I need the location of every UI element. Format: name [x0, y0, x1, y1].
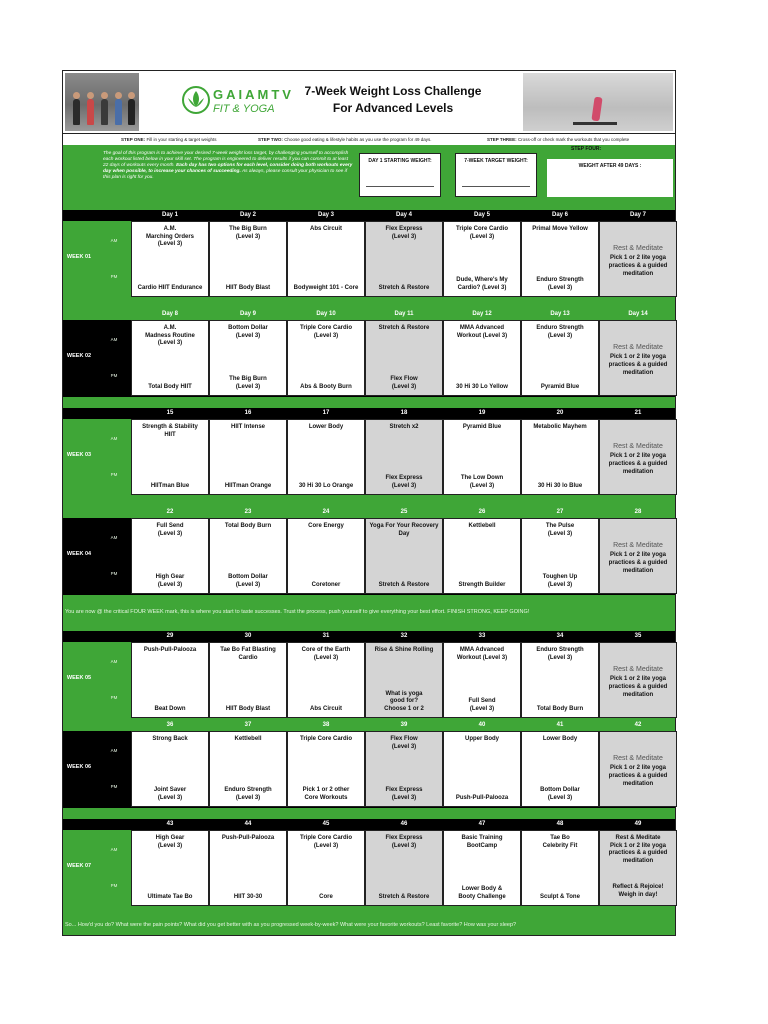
day-label: Day 6	[551, 212, 568, 218]
final-rest-text: Rest & Meditate Pick 1 or 2 lite yoga practices & a guided meditation	[608, 835, 668, 864]
am-label: AM	[110, 436, 118, 441]
pm-workout: Pyramid Blue	[540, 383, 580, 390]
week-label: WEEK 02	[66, 353, 92, 359]
am-workout: Core of the Earth (Level 3)	[301, 647, 351, 661]
week-row	[63, 408, 675, 496]
am-label: AM	[110, 748, 118, 753]
pm-label: PM	[110, 784, 118, 789]
pm-workout: HIIT Body Blast	[225, 705, 271, 712]
week-row	[63, 210, 675, 298]
day-label: Day 3	[317, 212, 334, 218]
am-workout: Bottom Dollar (Level 3)	[228, 325, 268, 339]
workout-cell[interactable]	[365, 320, 443, 396]
day-label: 38	[322, 722, 330, 728]
program-goal-text	[103, 151, 353, 181]
am-workout: Core Energy	[308, 523, 344, 529]
pm-workout: Core	[319, 893, 333, 900]
pm-workout: Flex Express (Level 3)	[385, 787, 423, 801]
step-two-text: Choose good eating & lifestyle habits as you use the program for 49 days.	[284, 137, 432, 142]
gaiamtv-logo	[181, 83, 294, 123]
workout-cell[interactable]	[209, 731, 287, 807]
rest-day-cell[interactable]	[599, 731, 677, 807]
pm-workout: The Big Burn (Level 3)	[229, 376, 267, 390]
workout-cell[interactable]	[287, 518, 365, 594]
day-label: Day 2	[239, 212, 256, 218]
rest-meditate	[600, 343, 676, 377]
am-workout: Triple Core Cardio	[299, 736, 352, 742]
day-label: 41	[556, 722, 564, 728]
workout-cell[interactable]	[209, 830, 287, 906]
rest-meditate	[600, 442, 676, 476]
rest-title: Rest & Meditate	[613, 443, 663, 450]
step-one-text: Fill in your starting & target weights	[146, 137, 217, 142]
am-label: AM	[110, 238, 118, 243]
pm-workout: Toughen Up (Level 3)	[542, 574, 578, 588]
rest-description: Pick 1 or 2 lite yoga practices & a guided meditation	[608, 765, 668, 787]
am-workout: Enduro Strength (Level 3)	[536, 647, 584, 661]
workout-cell[interactable]	[365, 518, 443, 594]
am-workout: Strength & Stability HIIT	[142, 424, 198, 438]
day-label: 42	[634, 722, 642, 728]
am-workout: Lower Body	[542, 736, 578, 742]
rest-title: Rest & Meditate	[613, 755, 663, 762]
day-label: Day 5	[473, 212, 490, 218]
workout-cell[interactable]	[209, 518, 287, 594]
am-workout: Full Send (Level 3)	[156, 523, 184, 537]
goal-text: The goal of this program is to achieve your desired 7-week weight loss target, by challenging yourself to accomplish each workout listed below in your skill set. The program is engineered to deliver results if you can commit to at least 22 days of workouts every month.	[103, 151, 349, 168]
am-workout: Triple Core Cardio (Level 3)	[299, 325, 352, 339]
goal-bold-text: Each day has two options for each level, consider doing both workouts every day when possible, to increase your chances of succeeding.	[103, 163, 353, 174]
day-label: Day 12	[472, 311, 492, 317]
am-workout: A.M. Madness Routine (Level 3)	[145, 325, 195, 346]
person-figure	[73, 99, 80, 125]
am-workout: Upper Body	[464, 736, 499, 742]
pm-workout: HIITman Orange	[224, 482, 272, 489]
day-label: 30	[244, 633, 252, 639]
week-label: WEEK 01	[66, 254, 92, 260]
week-row	[63, 819, 675, 907]
rest-description: Pick 1 or 2 lite yoga practices & a guided meditation	[608, 453, 668, 475]
workout-cell[interactable]	[209, 320, 287, 396]
week-row	[63, 631, 675, 719]
brand-subtitle: FIT & YOGA	[213, 103, 275, 115]
person-figure	[87, 99, 94, 125]
rest-day-cell[interactable]	[599, 221, 677, 297]
day-label: 22	[166, 509, 174, 515]
lotus-icon	[181, 85, 211, 115]
day-label: Day 9	[239, 311, 256, 317]
workout-cell[interactable]	[287, 642, 365, 718]
pm-label: PM	[110, 472, 118, 477]
am-workout: MMA Advanced Workout (Level 3)	[456, 325, 508, 339]
workout-cell[interactable]	[443, 221, 521, 297]
workout-cell[interactable]	[209, 419, 287, 495]
rest-title: Rest & Meditate	[613, 245, 663, 252]
starting-weight-field[interactable]	[359, 153, 441, 197]
person-figure	[115, 99, 122, 125]
workout-cell[interactable]	[131, 518, 209, 594]
workout-cell[interactable]	[131, 830, 209, 906]
am-label: AM	[110, 659, 118, 664]
rest-description: Pick 1 or 2 lite yoga practices & a guided meditation	[608, 255, 668, 277]
day-label: Day 14	[628, 311, 648, 317]
pm-workout: Stretch & Restore	[378, 893, 430, 900]
pm-label: PM	[110, 373, 118, 378]
am-workout: Triple Core Cardio (Level 3)	[455, 226, 508, 240]
workout-cell[interactable]	[365, 419, 443, 495]
day-label: 25	[400, 509, 408, 515]
day-label: 40	[478, 722, 486, 728]
pm-workout: Total Body Burn	[536, 705, 584, 712]
rest-description: Pick 1 or 2 lite yoga practices & a guided meditation	[608, 354, 668, 376]
workout-cell[interactable]	[443, 419, 521, 495]
pm-label: PM	[110, 571, 118, 576]
day-label: Day 4	[395, 212, 412, 218]
weigh-in-text: Reflect & Rejoice! Weigh in day!	[612, 884, 664, 898]
am-workout: MMA Advanced Workout (Level 3)	[456, 647, 508, 661]
person-figure	[101, 99, 108, 125]
day-label: 31	[322, 633, 330, 639]
pm-label: PM	[110, 695, 118, 700]
pm-workout: Bodyweight 101 - Core	[293, 284, 359, 291]
pm-workout: HIIT Body Blast	[225, 284, 271, 291]
reflection-prompt: So... How'd you do? What were the pain points? What did you get better with as you progressed week-by-week? What were your favorite workouts? Least favorite? How was your sleep?	[65, 922, 517, 928]
day-label: 48	[556, 821, 564, 827]
am-workout: The Big Burn (Level 3)	[229, 226, 267, 240]
day-label: Day 13	[550, 311, 570, 317]
title-line-1: 7-Week Weight Loss Challenge	[304, 84, 482, 98]
workout-cell[interactable]	[521, 642, 599, 718]
day-header-bar	[63, 408, 675, 419]
pm-workout: Bottom Dollar (Level 3)	[540, 787, 580, 801]
week-row	[63, 720, 675, 808]
rest-title: Rest & Meditate	[613, 542, 663, 549]
day-label: 21	[634, 410, 642, 416]
day-label: 28	[634, 509, 642, 515]
day-label: Day 11	[394, 311, 414, 317]
yoga-mat	[573, 122, 617, 125]
day-label: Day 7	[629, 212, 646, 218]
week-row	[63, 507, 675, 595]
write-line	[462, 186, 530, 187]
am-workout: Pyramid Blue	[462, 424, 502, 430]
rest-meditate	[600, 754, 676, 788]
workout-cell[interactable]	[131, 731, 209, 807]
workout-cell[interactable]	[521, 320, 599, 396]
pm-workout: Stretch & Restore	[378, 284, 430, 291]
day-header-bar	[63, 720, 675, 731]
pm-workout: Dude, Where's My Cardio? (Level 3)	[456, 277, 508, 291]
day-label: 43	[166, 821, 174, 827]
week-label: WEEK 03	[66, 452, 92, 458]
pm-workout: Flex Express (Level 3)	[385, 475, 423, 489]
am-label: AM	[110, 337, 118, 342]
day-label: 15	[166, 410, 174, 416]
workout-cell[interactable]	[209, 642, 287, 718]
workout-cell[interactable]	[365, 642, 443, 718]
day-label: Day 8	[161, 311, 178, 317]
am-workout: Lower Body	[308, 424, 344, 430]
workout-cell[interactable]	[131, 221, 209, 297]
rest-meditate	[600, 244, 676, 278]
day-label: 19	[478, 410, 486, 416]
pm-workout: Abs Circuit	[309, 705, 342, 712]
day-label: 37	[244, 722, 252, 728]
day-header-bar	[63, 819, 675, 830]
write-line	[366, 186, 434, 187]
pm-workout: Bottom Dollar (Level 3)	[228, 574, 268, 588]
person-figure	[128, 99, 135, 125]
am-workout: Strong Back	[152, 736, 188, 742]
day-label: 23	[244, 509, 252, 515]
am-workout: Kettlebell	[468, 523, 496, 529]
pm-workout: Total Body HIIT	[148, 383, 192, 390]
step-one-label: STEP ONE:	[121, 137, 146, 142]
am-workout: Yoga For Your Recovery Day	[369, 523, 439, 537]
pm-workout: 30 Hi 30 Lo Orange	[298, 482, 354, 489]
rest-description: Pick 1 or 2 lite yoga practices & a guided meditation	[608, 676, 668, 698]
midpoint-message: You are now @ the critical FOUR WEEK mark, this is where you start to taste successes. Trust the process, push yourself to give everything your best effort. FINISH STRONG, KEEP GOING!	[65, 609, 530, 615]
pm-workout: Flex Flow (Level 3)	[390, 376, 418, 390]
pm-workout: Lower Body & Booty Challenge	[458, 886, 506, 900]
final-weight-label: WEIGHT AFTER 49 DAYS :	[578, 163, 642, 169]
am-workout: A.M. Marching Orders (Level 3)	[145, 226, 194, 247]
am-workout: Total Body Burn	[224, 523, 272, 529]
day-label: 26	[478, 509, 486, 515]
workout-cell[interactable]	[365, 830, 443, 906]
am-workout: Kettlebell	[234, 736, 262, 742]
am-workout: Primal Move Yellow	[532, 226, 588, 232]
workout-cell[interactable]	[443, 320, 521, 396]
am-workout: Abs Circuit	[309, 226, 342, 232]
pm-workout: 30 Hi 30 lo Blue	[537, 482, 583, 489]
goal-tail-text: As always, please consult your physician to see if this plan is right for you.	[103, 169, 348, 180]
am-label: AM	[110, 535, 118, 540]
am-workout: Rise & Shine Rolling	[374, 647, 434, 653]
step-three-label: STEP THREE:	[487, 137, 517, 142]
pm-workout: Push-Pull-Palooza	[455, 794, 509, 801]
am-label: AM	[110, 847, 118, 852]
day-label: 45	[322, 821, 330, 827]
pm-workout: Ultimate Tae Bo	[147, 893, 193, 900]
am-workout: High Gear (Level 3)	[155, 835, 185, 849]
day-label: Day 1	[161, 212, 178, 218]
day-label: 16	[244, 410, 252, 416]
intro-section	[63, 145, 675, 209]
am-workout: Tae Bo Fat Blasting Cardio	[220, 647, 276, 661]
workout-cell[interactable]	[365, 221, 443, 297]
day-label: 17	[322, 410, 330, 416]
am-workout: Enduro Strength (Level 3)	[536, 325, 584, 339]
am-workout: Stretch & Restore	[378, 325, 430, 331]
day-label: 47	[478, 821, 486, 827]
steps-bar	[63, 134, 675, 145]
rest-meditate	[600, 541, 676, 575]
workout-cell[interactable]	[521, 830, 599, 906]
day-label: 36	[166, 722, 174, 728]
pm-workout: HIIT 30-30	[233, 893, 263, 900]
workout-cell[interactable]	[287, 320, 365, 396]
rest-title: Rest & Meditate	[613, 344, 663, 351]
day-label: 24	[322, 509, 330, 515]
day-header-bar	[63, 507, 675, 518]
am-workout: Flex Express (Level 3)	[385, 835, 423, 849]
pm-label: PM	[110, 274, 118, 279]
day-label: Day 10	[316, 311, 336, 317]
pm-workout: Cardio HIIT Endurance	[137, 284, 203, 291]
am-workout: Push-Pull-Palooza	[143, 647, 197, 653]
final-weight-field[interactable]	[545, 157, 675, 199]
page-title	[303, 83, 483, 117]
week-label: WEEK 06	[66, 764, 92, 770]
rest-description: Pick 1 or 2 lite yoga practices & a guided meditation	[608, 552, 668, 574]
day-header-bar	[63, 631, 675, 642]
rest-title: Rest & Meditate	[613, 666, 663, 673]
day-label: 35	[634, 633, 642, 639]
workout-cell[interactable]	[443, 518, 521, 594]
week-label: WEEK 07	[66, 863, 92, 869]
am-workout: The Pulse (Level 3)	[545, 523, 575, 537]
yoga-pose-photo	[523, 73, 673, 131]
week-label: WEEK 05	[66, 675, 92, 681]
am-workout: HIIT Intense	[230, 424, 265, 430]
target-weight-label: 7-WEEK TARGET WEIGHT:	[464, 158, 528, 164]
day-label: 34	[556, 633, 564, 639]
workout-cell[interactable]	[443, 642, 521, 718]
workout-cell[interactable]	[131, 419, 209, 495]
person-figure	[591, 97, 602, 122]
am-workout: Push-Pull-Palooza	[221, 835, 275, 841]
rest-day-cell[interactable]	[599, 518, 677, 594]
am-workout: Metabolic Mayhem	[533, 424, 587, 430]
rest-day-cell[interactable]	[599, 830, 677, 906]
title-line-2: For Advanced Levels	[332, 101, 454, 115]
workout-cell[interactable]	[287, 419, 365, 495]
workout-cell[interactable]	[209, 221, 287, 297]
am-workout: Stretch x2	[389, 424, 419, 430]
rest-meditate	[600, 665, 676, 699]
pm-workout: Enduro Strength (Level 3)	[224, 787, 272, 801]
workout-cell[interactable]	[443, 731, 521, 807]
starting-weight-label: DAY 1 STARTING WEIGHT:	[368, 158, 432, 164]
workout-cell[interactable]	[521, 221, 599, 297]
pm-workout: Coretoner	[311, 581, 341, 588]
pm-workout: High Gear (Level 3)	[155, 574, 185, 588]
day-label: 32	[400, 633, 408, 639]
header	[63, 71, 675, 134]
day-label: 27	[556, 509, 564, 515]
step-two-label: STEP TWO:	[258, 137, 283, 142]
pm-workout: 30 Hi 30 Lo Yellow	[456, 383, 508, 390]
workout-cell[interactable]	[287, 830, 365, 906]
day-label: 44	[244, 821, 252, 827]
pm-workout: What is yoga good for? Choose 1 or 2	[384, 690, 424, 712]
target-weight-field[interactable]	[455, 153, 537, 197]
pm-workout: Pick 1 or 2 other Core Workouts	[302, 787, 350, 801]
pm-workout: The Low Down (Level 3)	[460, 475, 504, 489]
group-workout-photo	[65, 73, 139, 131]
pm-workout: Stretch & Restore	[378, 581, 430, 588]
pm-workout: Beat Down	[154, 705, 186, 712]
week-label: WEEK 04	[66, 551, 92, 557]
pm-label: PM	[110, 883, 118, 888]
pm-workout: Sculpt & Tone	[540, 893, 580, 900]
pm-workout: Abs & Booty Burn	[300, 383, 352, 390]
workout-cell[interactable]	[443, 830, 521, 906]
workout-cell[interactable]	[521, 518, 599, 594]
rest-day-cell[interactable]	[599, 419, 677, 495]
workout-cell[interactable]	[131, 642, 209, 718]
rest-day-cell[interactable]	[599, 642, 677, 718]
workout-cell[interactable]	[365, 731, 443, 807]
day-label: 39	[400, 722, 408, 728]
am-workout: Basic Training BootCamp	[461, 835, 503, 849]
am-workout: Flex Express (Level 3)	[385, 226, 423, 240]
pm-workout: Joint Saver (Level 3)	[153, 787, 187, 801]
day-label: 33	[478, 633, 486, 639]
day-label: 20	[556, 410, 564, 416]
day-header-bar	[63, 210, 675, 221]
workout-cell[interactable]	[521, 419, 599, 495]
day-label: 46	[400, 821, 408, 827]
am-workout: Triple Core Cardio (Level 3)	[299, 835, 352, 849]
pm-workout: Strength Builder	[458, 581, 506, 588]
challenge-sheet	[62, 70, 676, 936]
pm-workout: HIITman Blue	[150, 482, 190, 489]
workout-cell[interactable]	[131, 320, 209, 396]
workout-cell[interactable]	[287, 221, 365, 297]
rest-day-cell[interactable]	[599, 320, 677, 396]
workout-cell[interactable]	[521, 731, 599, 807]
day-header-bar	[63, 309, 675, 320]
am-workout: Tae Bo Celebrity Fit	[542, 835, 578, 849]
day-label: 29	[166, 633, 174, 639]
brand-name: GAIAMTV	[213, 87, 294, 102]
step-three-text: Cross-off or check mark the workouts that you complete	[517, 137, 630, 142]
workout-cell[interactable]	[287, 731, 365, 807]
pm-workout: Enduro Strength (Level 3)	[536, 277, 584, 291]
day-label: 49	[634, 821, 642, 827]
am-workout: Flex Flow (Level 3)	[390, 736, 418, 750]
pm-workout: Full Send (Level 3)	[468, 698, 496, 712]
week-row	[63, 309, 675, 397]
step-four-label: STEP FOUR:	[571, 146, 602, 152]
day-label: 18	[400, 410, 408, 416]
